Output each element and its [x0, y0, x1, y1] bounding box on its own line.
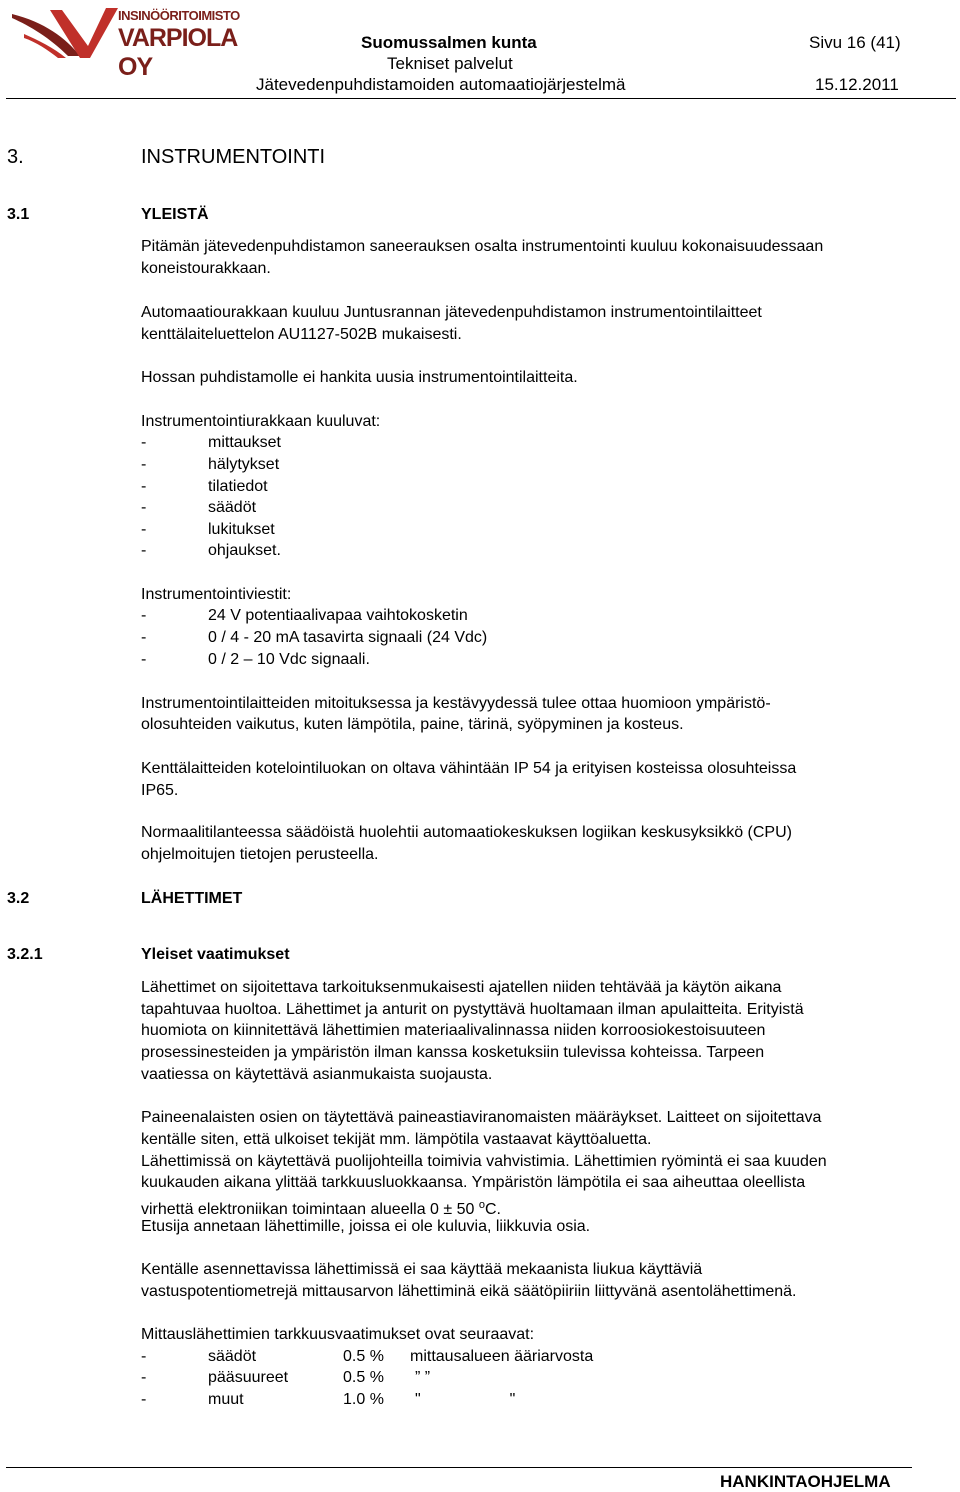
logo-text-line2: VARPIOLA OY [118, 24, 237, 81]
list-dash: - [141, 607, 147, 624]
list-intro: Instrumentointiviestit: [141, 586, 292, 603]
header-page-number: Sivu 16 (41) [809, 33, 901, 52]
list-dash: - [141, 456, 147, 473]
list-item: tilatiedot [208, 478, 268, 495]
list-dash: - [141, 1348, 147, 1365]
list-dash: - [141, 1369, 147, 1386]
section-3-1-title: YLEISTÄ [141, 206, 209, 223]
paragraph-line: olosuhteiden vaikutus, kuten lämpötila, paine, tärinä, syöpyminen ja kosteus. [141, 716, 684, 733]
paragraph-line: Instrumentointilaitteiden mitoituksessa ja kestävyydessä tulee ottaa huomioon ympäristö- [141, 695, 771, 712]
paragraph-line: Automaatiourakkaan kuuluu Juntusrannan jätevedenpuhdistamon instrumentointilaitteet [141, 304, 762, 321]
list-dash: - [141, 521, 147, 538]
section-3-2-1-number: 3.2.1 [7, 946, 43, 963]
accuracy-value: 0.5 % [343, 1369, 384, 1386]
paragraph-line: Lähettimet on sijoitettava tarkoituksenmukaisesti ajatellen niiden tehtävää ja käytön aikana [141, 979, 782, 996]
accuracy-name: säädöt [208, 1348, 257, 1365]
accuracy-name: muut [208, 1391, 244, 1408]
paragraph-line: Kenttälaitteiden kotelointiluokan on oltava vähintään IP 54 ja erityisen kosteissa olosuhteissa [141, 760, 797, 777]
logo-text-line1: INSINÖÖRITOIMISTO [118, 8, 240, 23]
list-dash: - [141, 434, 147, 451]
temperature-unit: C. [485, 1201, 501, 1218]
list-dash: - [141, 542, 147, 559]
list-dash: - [141, 478, 147, 495]
section-3-number: 3. [7, 146, 24, 168]
section-3-2-title: LÄHETTIMET [141, 890, 243, 907]
section-3-2-1-title: Yleiset vaatimukset [141, 946, 290, 963]
footer-label: HANKINTAOHJELMA [720, 1472, 891, 1491]
paragraph-line: koneistourakkaan. [141, 260, 271, 277]
list-dash: - [141, 1391, 147, 1408]
list-item: 24 V potentiaalivapaa vaihtokosketin [208, 607, 468, 624]
company-logo [10, 4, 240, 81]
section-3-1-number: 3.1 [7, 206, 30, 223]
list-item: mittaukset [208, 434, 281, 451]
paragraph-line: Kentälle asennettavissa lähettimissä ei saa käyttää mekaanista liukua käyttäviä [141, 1261, 703, 1278]
list-item: ohjaukset. [208, 542, 281, 559]
paragraph-line: Hossan puhdistamolle ei hankita uusia instrumentointilaitteita. [141, 369, 578, 386]
list-item: säädöt [208, 499, 257, 516]
paragraph-line: Normaalitilanteessa säädöistä huolehtii automaatiokeskuksen logiikan keskusyksikkö (CPU) [141, 824, 792, 841]
degree-superscript: o [478, 1199, 485, 1211]
header-document-title: Jätevedenpuhdistamoiden automaatiojärjestelmä [256, 75, 626, 94]
accuracy-note: " " [415, 1391, 516, 1408]
paragraph-line: kentälle siten, että ulkoiset tekijät mm. lämpötila vastaavat käyttöaluetta. [141, 1131, 652, 1148]
list-dash: - [141, 629, 147, 646]
paragraph-line: Etusija annetaan lähettimille, joissa ei ole kuluvia, liikkuvia osia. [141, 1218, 591, 1235]
header-date: 15.12.2011 [815, 75, 899, 94]
temperature-text: virhettä elektroniikan toimintaan alueella 0 ± 50 [141, 1201, 479, 1218]
header-divider [6, 98, 956, 99]
paragraph-line: tapahtuvaa huoltoa. Lähettimet ja anturit on pystyttävä huoltamaan ilman apulaitteita. Erityistä [141, 1001, 804, 1018]
list-dash: - [141, 651, 147, 668]
paragraph-line: ohjelmoitujen tietojen perusteella. [141, 846, 379, 863]
paragraph-line: IP65. [141, 782, 179, 799]
paragraph-line: vastuspotentiometrejä mittausarvon lähettiminä eikä säätöpiiriin liittyvänä asentolähettimenä. [141, 1283, 797, 1300]
paragraph-line: vaatiessa on käytettävä asianmukaista suojausta. [141, 1066, 493, 1083]
section-3-title: INSTRUMENTOINTI [141, 146, 326, 168]
paragraph-line: kenttälaiteluettelon AU1127-502B mukaisesti. [141, 326, 462, 343]
paragraph-line: huomiota on kiinnitettävä lähettimien materiaalivalinnassa niiden korroosiokestoisuuteen [141, 1022, 766, 1039]
header-department: Tekniset palvelut [387, 54, 513, 73]
list-dash: - [141, 499, 147, 516]
list-item: 0 / 2 – 10 Vdc signaali. [208, 651, 370, 668]
accuracy-note: ” ” [415, 1369, 431, 1386]
footer-divider [6, 1467, 912, 1468]
paragraph-line: Lähettimissä on käytettävä puolijohteilla toimivia vahvistimia. Lähettimien ryömintä ei saa kuuden [141, 1153, 827, 1170]
paragraph-line: kuukauden aikana ylittää tarkkuusluokkaansa. Ympäristön lämpötila ei saa aiheuttaa oleellista [141, 1174, 806, 1191]
accuracy-intro: Mittauslähettimien tarkkuusvaatimukset ovat seuraavat: [141, 1326, 535, 1343]
paragraph-line: prosessinesteiden ja ympäristön ilman kanssa kosketuksiin tulevissa kohteissa. Tarpeen [141, 1044, 765, 1061]
list-intro: Instrumentointiurakkaan kuuluvat: [141, 413, 381, 430]
list-item: lukitukset [208, 521, 275, 538]
header-client: Suomussalmen kunta [361, 33, 537, 52]
paragraph-line: Pitämän jätevedenpuhdistamon saneerauksen osalta instrumentointi kuuluu kokonaisuudessaan [141, 238, 824, 255]
accuracy-name: pääsuureet [208, 1369, 289, 1386]
accuracy-value: 1.0 % [343, 1391, 384, 1408]
list-item: 0 / 4 - 20 mA tasavirta signaali (24 Vdc) [208, 629, 488, 646]
paragraph-line: Paineenalaisten osien on täytettävä paineastiaviranomaisten määräykset. Laitteet on sijoitettava [141, 1109, 822, 1126]
accuracy-value: 0.5 % [343, 1348, 384, 1365]
accuracy-note: mittausalueen ääriarvosta [410, 1348, 594, 1365]
list-item: hälytykset [208, 456, 280, 473]
section-3-2-number: 3.2 [7, 890, 30, 907]
